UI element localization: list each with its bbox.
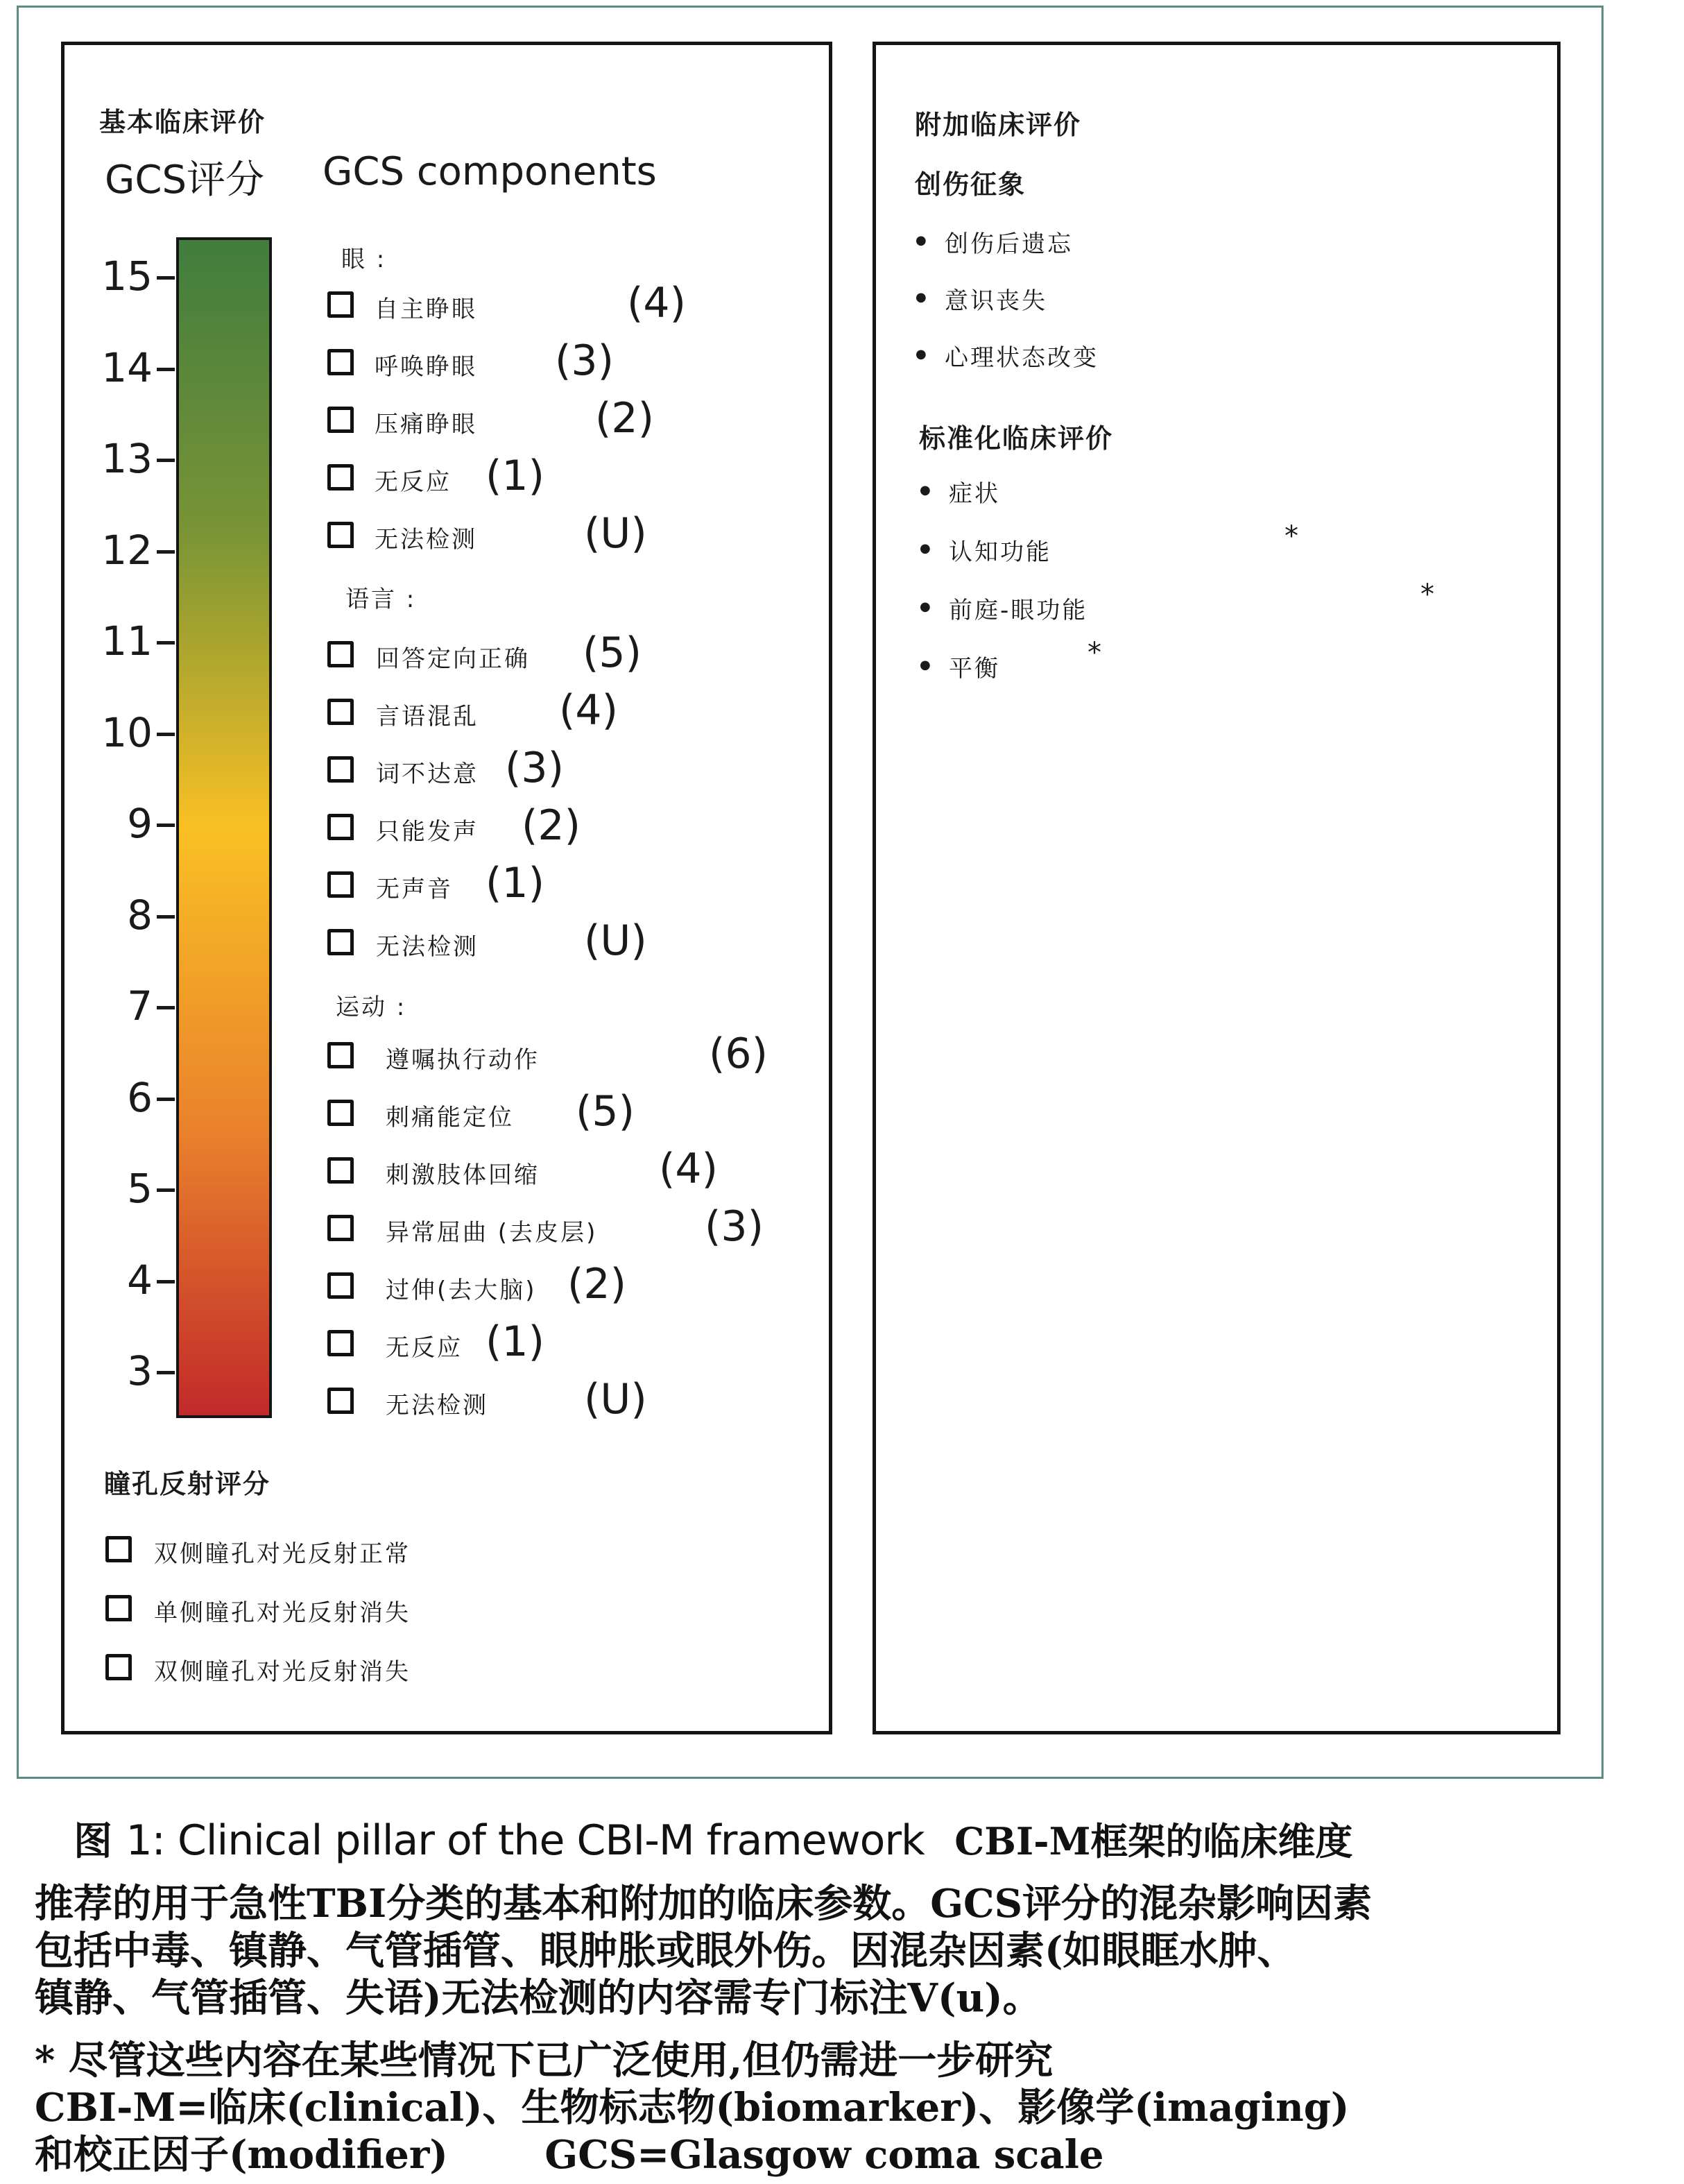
pupil-item-label: 双侧瞳孔对光反射正常 bbox=[154, 1540, 411, 1568]
checkbox[interactable] bbox=[327, 756, 354, 783]
checkbox[interactable] bbox=[327, 1042, 354, 1068]
motor-item-score: (U) bbox=[584, 1375, 647, 1424]
bullet-icon: ● bbox=[916, 233, 927, 248]
eye-item-score: (3) bbox=[555, 336, 614, 385]
verbal-item-label: 无声音 bbox=[376, 876, 453, 903]
verbal-item-score: (5) bbox=[583, 629, 642, 677]
bullet-icon: ● bbox=[920, 658, 931, 672]
gcs-tick-label: 9 bbox=[127, 800, 153, 847]
gcs-tick-label: 14 bbox=[101, 343, 153, 391]
gcs-tick-label: 5 bbox=[127, 1165, 153, 1212]
gcs-tick-mark bbox=[157, 368, 175, 371]
gcs-tick-mark bbox=[157, 1098, 175, 1101]
checkbox[interactable] bbox=[327, 1215, 354, 1241]
trauma-item-label: 心理状态改变 bbox=[945, 344, 1099, 372]
verbal-item-score: (1) bbox=[486, 859, 544, 907]
gcs-tick-mark bbox=[157, 1188, 175, 1192]
verbal-item-score: (3) bbox=[505, 744, 564, 792]
motor-item-label: 无法检测 bbox=[386, 1392, 488, 1419]
eye-item-label: 压痛睁眼 bbox=[375, 411, 477, 438]
checkbox[interactable] bbox=[327, 291, 354, 318]
verbal-heading: 语言 : bbox=[345, 586, 417, 613]
eye-heading: 眼 : bbox=[341, 246, 387, 273]
motor-item-label: 遵嘱执行动作 bbox=[386, 1046, 540, 1074]
checkbox[interactable] bbox=[105, 1536, 132, 1562]
eye-item-label: 无法检测 bbox=[375, 526, 477, 554]
gcs-tick-label: 7 bbox=[127, 982, 153, 1030]
motor-item-label: 过伸(去大脑) bbox=[386, 1277, 537, 1304]
verbal-item-score: (2) bbox=[522, 801, 581, 850]
basic-title: 基本临床评价 bbox=[99, 107, 266, 137]
motor-item-label: 异常屈曲 (去皮层) bbox=[386, 1219, 598, 1247]
motor-item-label: 刺激肢体回缩 bbox=[386, 1161, 540, 1189]
gcs-tick-label: 11 bbox=[101, 617, 153, 665]
checkbox[interactable] bbox=[327, 929, 354, 955]
gcs-tick-label: 13 bbox=[101, 435, 153, 482]
checkbox[interactable] bbox=[327, 699, 354, 725]
bullet-icon: ● bbox=[920, 599, 931, 614]
standard-heading: 标准化临床评价 bbox=[919, 423, 1114, 454]
gcs-tick-mark bbox=[157, 641, 175, 645]
eye-item-label: 呼唤睁眼 bbox=[375, 353, 477, 381]
trauma-heading: 创伤征象 bbox=[915, 169, 1026, 200]
gcs-tick-label: 12 bbox=[101, 526, 153, 574]
gcs-tick-mark bbox=[157, 550, 175, 554]
eye-item-score: (U) bbox=[584, 509, 647, 558]
gcs-tick-mark bbox=[157, 915, 175, 919]
gcs-score-label: GCS评分 bbox=[105, 157, 265, 203]
motor-item-score: (1) bbox=[486, 1317, 544, 1366]
motor-item-score: (2) bbox=[567, 1260, 626, 1308]
figure-prefix: 图 bbox=[74, 1818, 112, 1864]
motor-item-score: (5) bbox=[576, 1087, 635, 1136]
trauma-item-label: 意识丧失 bbox=[945, 287, 1047, 315]
gcs-tick-mark bbox=[157, 1006, 175, 1009]
checkbox[interactable] bbox=[327, 814, 354, 840]
pupil-heading: 瞳孔反射评分 bbox=[104, 1469, 271, 1499]
figure-title: 1: Clinical pillar of the CBI-M framework bbox=[126, 1816, 925, 1865]
standard-item-label: 前庭-眼功能 bbox=[949, 597, 1088, 624]
caption-line-1: 推荐的用于急性TBI分类的基本和附加的临床参数。GCS评分的混杂影响因素 bbox=[35, 1881, 1373, 1927]
gcs-tick-label: 6 bbox=[127, 1073, 153, 1121]
checkbox[interactable] bbox=[105, 1654, 132, 1680]
checkbox[interactable] bbox=[327, 522, 354, 548]
gcs-tick-label: 15 bbox=[101, 253, 153, 300]
standard-item-label: 症状 bbox=[949, 480, 1000, 508]
gcs-gradient-bar bbox=[176, 237, 272, 1418]
trauma-item-label: 创伤后遗忘 bbox=[945, 230, 1073, 258]
gcs-tick-mark bbox=[157, 459, 175, 462]
verbal-item-label: 无法检测 bbox=[376, 933, 479, 961]
verbal-item-label: 回答定向正确 bbox=[376, 645, 530, 673]
standard-item-label: 平衡 bbox=[949, 655, 1000, 683]
caption-line-3: 镇静、气管插管、失语)无法检测的内容需专门标注V(u)。 bbox=[35, 1975, 1042, 2021]
verbal-item-label: 词不达意 bbox=[376, 760, 479, 788]
gcs-tick-mark bbox=[157, 1280, 175, 1283]
abbr-modifier: 和校正因子(modifier) bbox=[35, 2132, 448, 2178]
caption-abbreviations-1: CBI-M=临床(clinical)、生物标志物(biomarker)、影像学(imaging) bbox=[35, 2085, 1350, 2131]
verbal-item-label: 言语混乱 bbox=[376, 703, 479, 731]
standard-item-note: * bbox=[1420, 579, 1434, 611]
bullet-icon: ● bbox=[916, 290, 927, 305]
motor-item-score: (4) bbox=[659, 1145, 718, 1193]
eye-item-label: 无反应 bbox=[375, 468, 452, 496]
checkbox[interactable] bbox=[327, 349, 354, 375]
eye-item-score: (2) bbox=[595, 394, 654, 443]
eye-item-score: (4) bbox=[627, 279, 686, 327]
gcs-tick-label: 3 bbox=[127, 1347, 153, 1394]
motor-item-label: 刺痛能定位 bbox=[386, 1104, 514, 1132]
eye-item-label: 自主睁眼 bbox=[375, 296, 477, 323]
gcs-components-label: GCS components bbox=[323, 149, 657, 194]
checkbox[interactable] bbox=[327, 1157, 354, 1184]
verbal-item-label: 只能发声 bbox=[376, 818, 479, 846]
additional-title: 附加临床评价 bbox=[915, 110, 1082, 140]
verbal-item-score: (U) bbox=[584, 916, 647, 965]
checkbox[interactable] bbox=[327, 1272, 354, 1299]
gcs-tick-label: 4 bbox=[127, 1256, 153, 1304]
motor-heading: 运动 : bbox=[336, 993, 407, 1021]
pupil-item-label: 双侧瞳孔对光反射消失 bbox=[154, 1658, 411, 1686]
motor-item-score: (3) bbox=[705, 1202, 764, 1251]
checkbox[interactable] bbox=[327, 1330, 354, 1356]
checkbox[interactable] bbox=[327, 1100, 354, 1126]
checkbox[interactable] bbox=[327, 407, 354, 433]
caption-line-2: 包括中毒、镇静、气管插管、眼肿胀或眼外伤。因混杂因素(如眼眶水肿、 bbox=[35, 1928, 1296, 1974]
checkbox[interactable] bbox=[105, 1595, 132, 1621]
abbr-gcs: GCS=Glasgow coma scale bbox=[544, 2132, 1104, 2178]
checkbox[interactable] bbox=[327, 871, 354, 898]
checkbox[interactable] bbox=[327, 1388, 354, 1414]
bullet-icon: ● bbox=[920, 483, 931, 497]
pupil-item-label: 单侧瞳孔对光反射消失 bbox=[154, 1599, 411, 1627]
standard-item-note: * bbox=[1285, 520, 1298, 552]
bullet-icon: ● bbox=[920, 541, 931, 556]
verbal-item-score: (4) bbox=[559, 686, 618, 735]
eye-item-score: (1) bbox=[486, 452, 544, 500]
caption-note: * 尽管这些内容在某些情况下已广泛使用,但仍需进一步研究 bbox=[35, 2038, 1054, 2083]
standard-item-label: 认知功能 bbox=[949, 538, 1051, 566]
gcs-tick-mark bbox=[157, 733, 175, 736]
motor-item-score: (6) bbox=[709, 1030, 768, 1078]
gcs-tick-label: 8 bbox=[127, 891, 153, 939]
checkbox[interactable] bbox=[327, 641, 354, 667]
gcs-tick-label: 10 bbox=[101, 708, 153, 756]
figure-title-cn: CBI-M框架的临床维度 bbox=[954, 1819, 1353, 1863]
motor-item-label: 无反应 bbox=[386, 1334, 463, 1362]
caption-abbreviations-2 bbox=[35, 2124, 1104, 2180]
standard-item-note: * bbox=[1088, 637, 1101, 669]
figure-caption-title bbox=[35, 1811, 1352, 1866]
checkbox[interactable] bbox=[327, 464, 354, 490]
bullet-icon: ● bbox=[916, 347, 927, 361]
gcs-tick-mark bbox=[157, 276, 175, 280]
gcs-tick-mark bbox=[157, 824, 175, 827]
gcs-tick-mark bbox=[157, 1371, 175, 1374]
